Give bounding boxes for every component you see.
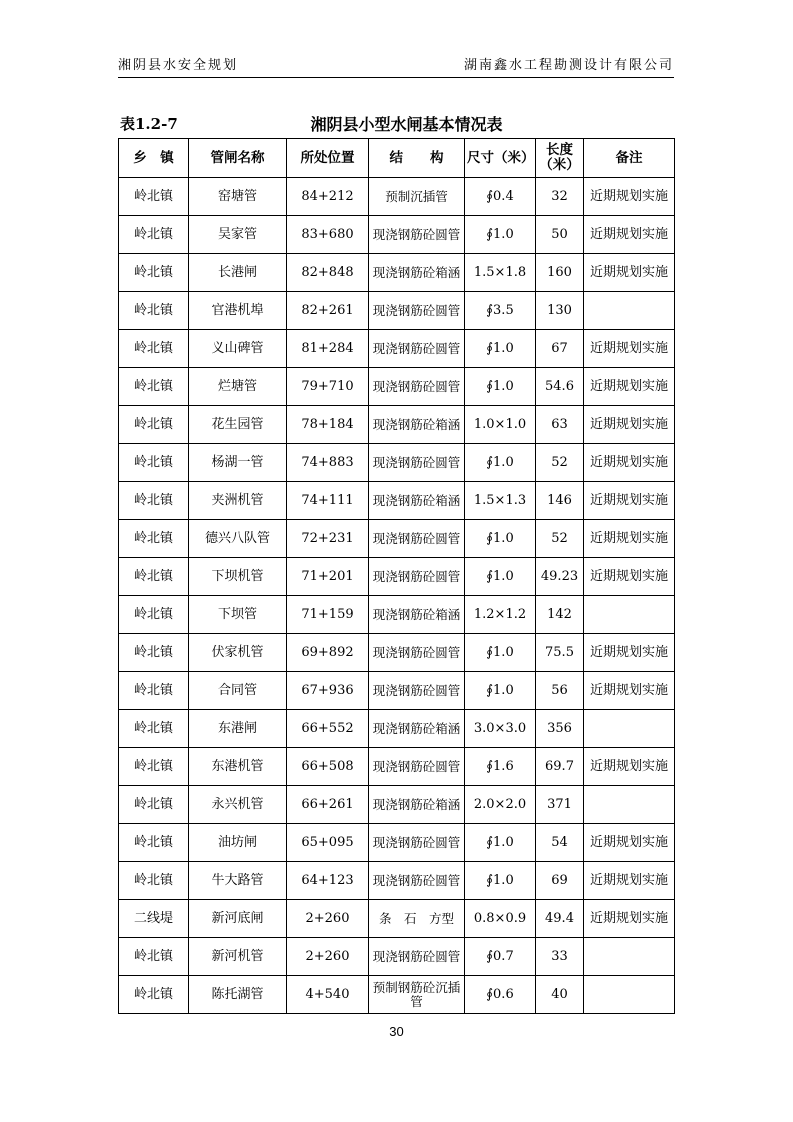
table-row xyxy=(119,292,675,330)
township-cell: 岭北镇 xyxy=(119,292,189,330)
name-cell: 吴家管 xyxy=(189,216,287,254)
table-row xyxy=(119,862,675,900)
length-cell: 160 xyxy=(536,254,584,292)
remark-cell: 近期规划实施 xyxy=(584,520,675,558)
length-cell: 371 xyxy=(536,786,584,824)
remark-cell: 近期规划实施 xyxy=(584,900,675,938)
remark-cell: 近期规划实施 xyxy=(584,406,675,444)
structure-cell: 条 石 方型 xyxy=(369,900,465,938)
structure-cell: 现浇钢筋砼箱涵 xyxy=(369,482,465,520)
name-cell: 下坝机管 xyxy=(189,558,287,596)
structure-cell: 现浇钢筋砼箱涵 xyxy=(369,786,465,824)
size-cell: ∮1.0 xyxy=(465,862,536,900)
name-cell: 夹洲机管 xyxy=(189,482,287,520)
location-cell: 67+936 xyxy=(287,672,369,710)
township-cell: 岭北镇 xyxy=(119,862,189,900)
length-cell: 54 xyxy=(536,824,584,862)
structure-cell: 现浇钢筋砼圆管 xyxy=(369,558,465,596)
size-cell: 2.0×2.0 xyxy=(465,786,536,824)
table-row xyxy=(119,330,675,368)
name-cell: 官港机埠 xyxy=(189,292,287,330)
name-cell: 杨湖一管 xyxy=(189,444,287,482)
township-cell: 岭北镇 xyxy=(119,178,189,216)
col-header-location: 所处位置 xyxy=(287,139,369,178)
remark-cell xyxy=(584,596,675,634)
location-cell: 84+212 xyxy=(287,178,369,216)
length-cell: 49.23 xyxy=(536,558,584,596)
length-cell: 75.5 xyxy=(536,634,584,672)
length-cell: 69 xyxy=(536,862,584,900)
remark-cell: 近期规划实施 xyxy=(584,330,675,368)
length-cell: 40 xyxy=(536,976,584,1014)
structure-cell: 现浇钢筋砼圆管 xyxy=(369,368,465,406)
length-cell: 52 xyxy=(536,520,584,558)
length-cell: 50 xyxy=(536,216,584,254)
name-cell: 下坝管 xyxy=(189,596,287,634)
header-document-title: 湘阴县水安全规划 xyxy=(118,58,239,73)
township-cell: 岭北镇 xyxy=(119,368,189,406)
size-cell: ∮1.0 xyxy=(465,330,536,368)
location-cell: 71+159 xyxy=(287,596,369,634)
table-row xyxy=(119,938,675,976)
name-cell: 花生园管 xyxy=(189,406,287,444)
structure-cell: 现浇钢筋砼圆管 xyxy=(369,292,465,330)
table-row xyxy=(119,786,675,824)
location-cell: 82+261 xyxy=(287,292,369,330)
size-cell: 1.5×1.8 xyxy=(465,254,536,292)
table-row xyxy=(119,824,675,862)
size-cell: ∮1.0 xyxy=(465,216,536,254)
size-cell: ∮1.0 xyxy=(465,672,536,710)
col-header-remark: 备注 xyxy=(584,139,675,178)
length-cell: 33 xyxy=(536,938,584,976)
structure-cell: 现浇钢筋砼箱涵 xyxy=(369,710,465,748)
table-row xyxy=(119,672,675,710)
size-cell: ∮1.0 xyxy=(465,444,536,482)
remark-cell: 近期规划实施 xyxy=(584,824,675,862)
size-cell: 1.5×1.3 xyxy=(465,482,536,520)
length-cell: 130 xyxy=(536,292,584,330)
size-cell: 3.0×3.0 xyxy=(465,710,536,748)
size-cell: ∮0.7 xyxy=(465,938,536,976)
size-cell: ∮0.4 xyxy=(465,178,536,216)
township-cell: 岭北镇 xyxy=(119,710,189,748)
running-header xyxy=(118,55,674,78)
township-cell: 岭北镇 xyxy=(119,672,189,710)
structure-cell: 现浇钢筋砼圆管 xyxy=(369,938,465,976)
name-cell: 油坊闸 xyxy=(189,824,287,862)
length-cell: 356 xyxy=(536,710,584,748)
page-number: 30 xyxy=(389,1024,404,1039)
length-cell: 49.4 xyxy=(536,900,584,938)
table-row xyxy=(119,444,675,482)
structure-cell: 现浇钢筋砼圆管 xyxy=(369,634,465,672)
name-cell: 新河机管 xyxy=(189,938,287,976)
name-cell: 窑塘管 xyxy=(189,178,287,216)
location-cell: 72+231 xyxy=(287,520,369,558)
location-cell: 74+111 xyxy=(287,482,369,520)
township-cell: 岭北镇 xyxy=(119,558,189,596)
remark-cell xyxy=(584,938,675,976)
location-cell: 4+540 xyxy=(287,976,369,1014)
structure-cell: 现浇钢筋砼圆管 xyxy=(369,330,465,368)
township-cell: 岭北镇 xyxy=(119,824,189,862)
remark-cell: 近期规划实施 xyxy=(584,558,675,596)
col-header-structure: 结 构 xyxy=(369,139,465,178)
name-cell: 东港闸 xyxy=(189,710,287,748)
table-row xyxy=(119,710,675,748)
table-row xyxy=(119,976,675,1014)
location-cell: 79+710 xyxy=(287,368,369,406)
name-cell: 新河底闸 xyxy=(189,900,287,938)
township-cell: 岭北镇 xyxy=(119,406,189,444)
location-cell: 83+680 xyxy=(287,216,369,254)
table-row xyxy=(119,634,675,672)
remark-cell: 近期规划实施 xyxy=(584,672,675,710)
township-cell: 二线堤 xyxy=(119,900,189,938)
table-row xyxy=(119,748,675,786)
location-cell: 64+123 xyxy=(287,862,369,900)
township-cell: 岭北镇 xyxy=(119,748,189,786)
structure-cell: 现浇钢筋砼圆管 xyxy=(369,862,465,900)
col-header-township: 乡 镇 xyxy=(119,139,189,178)
structure-cell: 现浇钢筋砼圆管 xyxy=(369,216,465,254)
size-cell: 1.0×1.0 xyxy=(465,406,536,444)
length-cell: 56 xyxy=(536,672,584,710)
name-cell: 合同管 xyxy=(189,672,287,710)
length-cell: 142 xyxy=(536,596,584,634)
table-row xyxy=(119,900,675,938)
name-cell: 烂塘管 xyxy=(189,368,287,406)
township-cell: 岭北镇 xyxy=(119,444,189,482)
remark-cell xyxy=(584,976,675,1014)
location-cell: 69+892 xyxy=(287,634,369,672)
remark-cell: 近期规划实施 xyxy=(584,444,675,482)
township-cell: 岭北镇 xyxy=(119,216,189,254)
size-cell: ∮1.0 xyxy=(465,824,536,862)
location-cell: 65+095 xyxy=(287,824,369,862)
name-cell: 陈托湖管 xyxy=(189,976,287,1014)
name-cell: 牛大路管 xyxy=(189,862,287,900)
name-cell: 东港机管 xyxy=(189,748,287,786)
name-cell: 永兴机管 xyxy=(189,786,287,824)
location-cell: 71+201 xyxy=(287,558,369,596)
size-cell: ∮0.6 xyxy=(465,976,536,1014)
table-row xyxy=(119,406,675,444)
structure-cell: 现浇钢筋砼圆管 xyxy=(369,444,465,482)
structure-cell: 现浇钢筋砼箱涵 xyxy=(369,406,465,444)
table-row xyxy=(119,520,675,558)
table-row xyxy=(119,482,675,520)
sluice-table xyxy=(118,138,675,1014)
location-cell: 2+260 xyxy=(287,938,369,976)
table-row xyxy=(119,368,675,406)
table-row xyxy=(119,178,675,216)
remark-cell: 近期规划实施 xyxy=(584,862,675,900)
table-body xyxy=(119,178,675,1014)
remark-cell: 近期规划实施 xyxy=(584,216,675,254)
length-cell: 54.6 xyxy=(536,368,584,406)
location-cell: 81+284 xyxy=(287,330,369,368)
col-header-length: 长度（米） xyxy=(536,139,584,178)
township-cell: 岭北镇 xyxy=(119,596,189,634)
township-cell: 岭北镇 xyxy=(119,634,189,672)
table-header-row xyxy=(119,139,675,178)
structure-cell: 现浇钢筋砼箱涵 xyxy=(369,596,465,634)
size-cell: 0.8×0.9 xyxy=(465,900,536,938)
structure-cell: 现浇钢筋砼圆管 xyxy=(369,520,465,558)
location-cell: 82+848 xyxy=(287,254,369,292)
length-cell: 67 xyxy=(536,330,584,368)
remark-cell xyxy=(584,292,675,330)
structure-cell: 预制沉插管 xyxy=(369,178,465,216)
remark-cell xyxy=(584,786,675,824)
length-cell: 63 xyxy=(536,406,584,444)
col-header-size: 尺寸（米） xyxy=(465,139,536,178)
col-header-name: 管闸名称 xyxy=(189,139,287,178)
size-cell: ∮1.0 xyxy=(465,368,536,406)
structure-cell: 预制钢筋砼沉插管 xyxy=(369,976,465,1014)
size-cell: ∮1.0 xyxy=(465,634,536,672)
table-title: 湘阴县小型水闸基本情况表 xyxy=(310,115,503,134)
remark-cell: 近期规划实施 xyxy=(584,748,675,786)
remark-cell: 近期规划实施 xyxy=(584,178,675,216)
length-cell: 69.7 xyxy=(536,748,584,786)
size-cell: ∮1.6 xyxy=(465,748,536,786)
location-cell: 66+552 xyxy=(287,710,369,748)
name-cell: 长港闸 xyxy=(189,254,287,292)
table-row xyxy=(119,558,675,596)
table-row xyxy=(119,596,675,634)
structure-cell: 现浇钢筋砼箱涵 xyxy=(369,254,465,292)
structure-cell: 现浇钢筋砼圆管 xyxy=(369,672,465,710)
township-cell: 岭北镇 xyxy=(119,330,189,368)
structure-cell: 现浇钢筋砼圆管 xyxy=(369,748,465,786)
name-cell: 义山碑管 xyxy=(189,330,287,368)
name-cell: 伏家机管 xyxy=(189,634,287,672)
remark-cell xyxy=(584,710,675,748)
location-cell: 74+883 xyxy=(287,444,369,482)
table-number: 表1.2-7 xyxy=(120,115,178,133)
township-cell: 岭北镇 xyxy=(119,520,189,558)
remark-cell: 近期规划实施 xyxy=(584,482,675,520)
township-cell: 岭北镇 xyxy=(119,482,189,520)
table-row xyxy=(119,216,675,254)
name-cell: 德兴八队管 xyxy=(189,520,287,558)
township-cell: 岭北镇 xyxy=(119,786,189,824)
length-cell: 146 xyxy=(536,482,584,520)
township-cell: 岭北镇 xyxy=(119,254,189,292)
size-cell: ∮1.0 xyxy=(465,558,536,596)
location-cell: 78+184 xyxy=(287,406,369,444)
township-cell: 岭北镇 xyxy=(119,976,189,1014)
remark-cell: 近期规划实施 xyxy=(584,368,675,406)
township-cell: 岭北镇 xyxy=(119,938,189,976)
size-cell: ∮3.5 xyxy=(465,292,536,330)
table-row xyxy=(119,254,675,292)
size-cell: 1.2×1.2 xyxy=(465,596,536,634)
remark-cell: 近期规划实施 xyxy=(584,254,675,292)
structure-cell: 现浇钢筋砼圆管 xyxy=(369,824,465,862)
remark-cell: 近期规划实施 xyxy=(584,634,675,672)
length-cell: 52 xyxy=(536,444,584,482)
size-cell: ∮1.0 xyxy=(465,520,536,558)
location-cell: 66+261 xyxy=(287,786,369,824)
location-cell: 2+260 xyxy=(287,900,369,938)
length-cell: 32 xyxy=(536,178,584,216)
header-company-name: 湖南鑫水工程勘测设计有限公司 xyxy=(463,58,674,73)
location-cell: 66+508 xyxy=(287,748,369,786)
